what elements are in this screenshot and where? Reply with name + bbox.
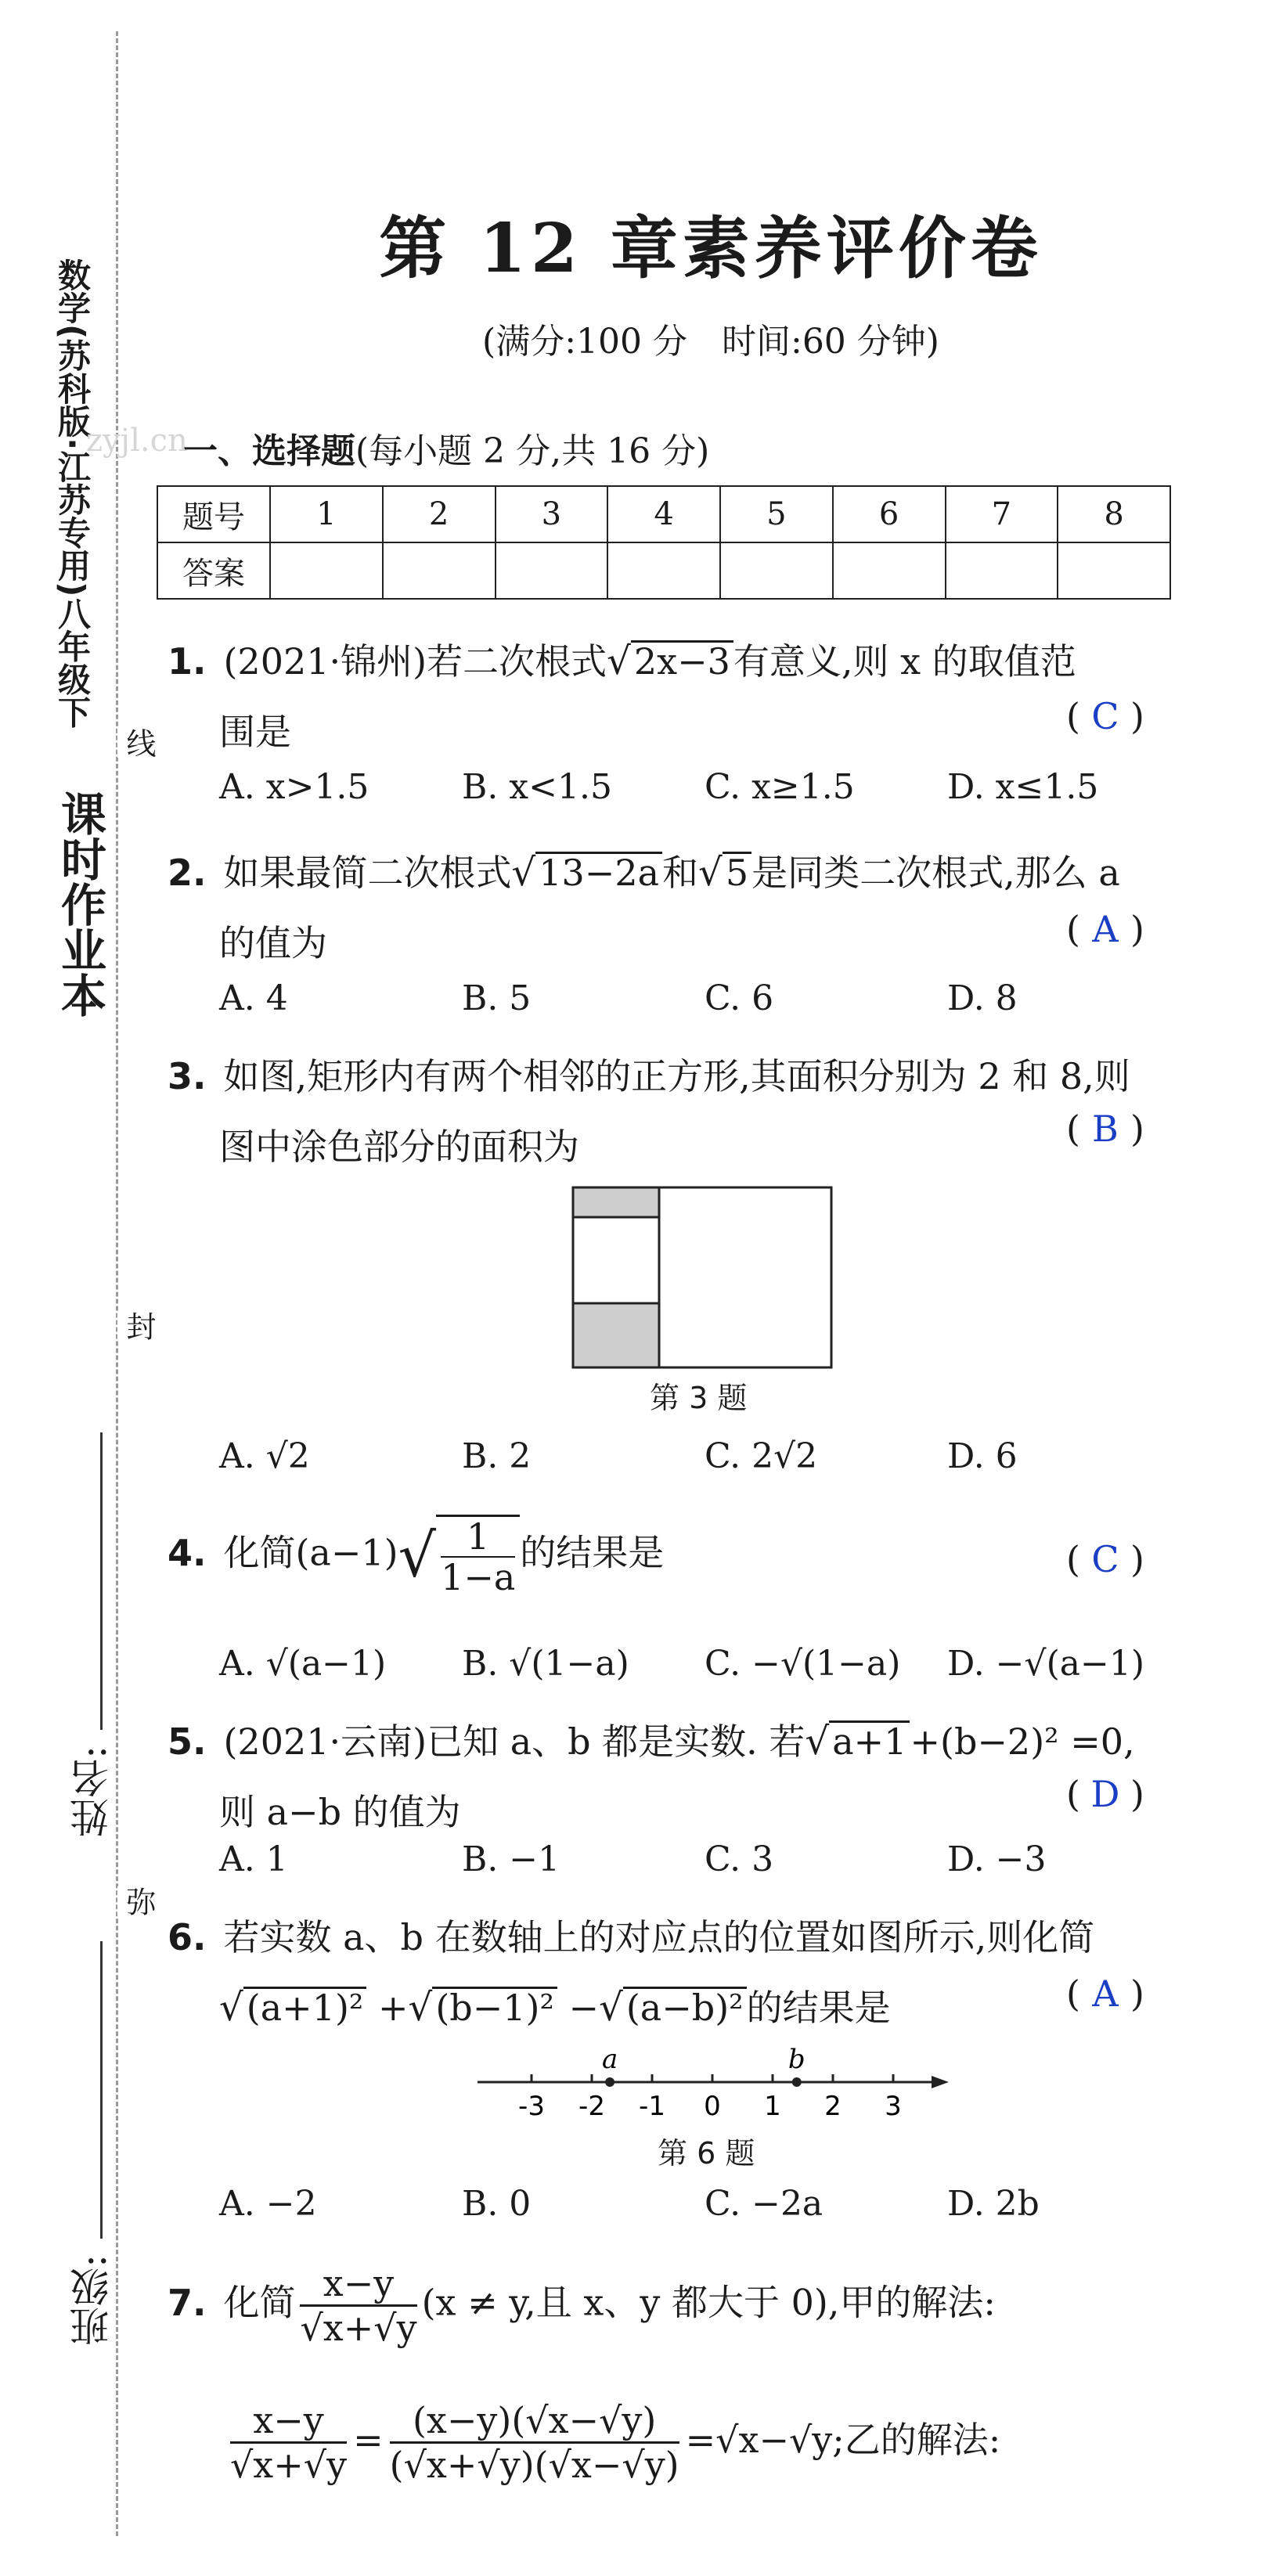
option-c[interactable]: C. −√(1−a) [705,1644,901,1684]
sqrt-icon: √ [408,1986,433,2030]
option-c[interactable]: C. 2√2 [705,1436,818,1476]
fraction-numerator: (x−y)(√x−√y) [390,2399,679,2444]
answer-value: A [1092,908,1119,950]
shaded-region-bottom [573,1303,659,1367]
radicand: a+1 [829,1720,910,1760]
table-cell: 7 [946,486,1058,542]
section-heading [183,423,709,473]
fraction [300,2262,416,2349]
sqrt-icon: √ [607,639,631,683]
question-2 [168,838,1120,978]
answer-cell[interactable] [607,542,720,599]
sqrt-icon: √ [805,1720,830,1764]
sqrt-icon: √ [511,851,536,895]
option-c[interactable]: C. x≥1.5 [705,767,855,807]
shaded-region-top [573,1187,659,1217]
option-b[interactable]: B. 2 [462,1436,532,1476]
option-b[interactable]: B. −1 [462,1839,560,1879]
option-a[interactable]: A. x>1.5 [219,767,369,807]
sqrt-icon: √ [398,1520,437,1591]
radicand: 2x−3 [631,640,733,680]
question-number: 6. [168,1916,207,1958]
fraction-denominator: √x+√y [230,2444,348,2486]
dashed-cut-line [116,31,118,2536]
fraction-numerator: x−y [300,2262,416,2307]
figure-caption: 第 6 题 [658,2136,755,2171]
answer-value: C [1091,1538,1119,1580]
number-line [470,2043,955,2129]
answer-bracket: ( D ) [1066,1773,1144,1815]
option-d[interactable]: D. 8 [947,978,1018,1018]
book-info: 数学(苏科版·江苏专用)八年级下 [53,258,92,729]
option-a[interactable]: A. 1 [219,1839,288,1879]
point-a-dot [605,2077,614,2087]
answer-bracket: ( A ) [1066,1973,1144,2015]
option-c[interactable]: C. 3 [705,1839,774,1879]
question-text: 若实数 a、b 在数轴上的对应点的位置如图所示,则化简 [223,1916,1095,1958]
question-text: +(b−2)² =0, [910,1720,1135,1763]
question-text: 化简 [223,2281,296,2324]
answer-cell[interactable] [270,542,383,599]
radicand: 13−2a [535,852,662,892]
question-text: 的值为 [219,922,327,964]
question-text: 图中涂色部分的面积为 [219,1126,579,1168]
tick-label: -1 [639,2091,665,2122]
answer-value: B [1092,1108,1119,1150]
answer-cell[interactable] [1058,542,1170,599]
book-brand-logo: 课时作业本 [53,791,106,1018]
answer-cell[interactable] [720,542,833,599]
fraction [390,2399,679,2486]
question-text: 则 a−b 的值为 [219,1791,461,1833]
tick-label: 0 [704,2091,721,2122]
question-text: 化简(a−1) [223,1531,398,1574]
table-cell: 6 [833,486,946,542]
question-text: 的结果是 [520,1531,665,1574]
question-text: 和 [662,852,699,894]
table-header-cell: 答案 [157,542,270,599]
answer-table [157,485,1171,600]
option-a[interactable]: A. √2 [219,1436,310,1476]
question-text: 如图,矩形内有两个相邻的正方形,其面积分别为 2 和 8,则 [223,1055,1130,1097]
option-d[interactable]: D. x≤1.5 [947,767,1099,807]
tick-label: -2 [578,2091,605,2122]
tick-label: -3 [518,2091,545,2122]
question-1 [168,626,1076,767]
answer-cell[interactable] [383,542,496,599]
figure-caption: 第 3 题 [650,1381,748,1415]
question-number: 1. [168,640,207,683]
section-label: 一、选择题 [183,431,355,471]
section-note: (每小题 2 分,共 16 分) [355,431,710,471]
name-label: 姓名: [70,1746,115,1837]
table-row [157,542,1170,599]
option-d[interactable]: D. 2b [947,2184,1040,2224]
tick-label: 2 [824,2091,842,2122]
option-d[interactable]: D. 6 [947,1436,1018,1476]
question-text: 围是 [219,711,291,753]
question-text: (x ≠ y,且 x、y 都大于 0),甲的解法: [421,2281,996,2324]
point-b-label: b [787,2044,805,2075]
answer-bracket: ( C ) [1066,1538,1144,1580]
table-row [157,486,1170,542]
option-b[interactable]: B. x<1.5 [462,767,612,807]
option-c[interactable]: C. 6 [705,978,774,1018]
question-text: 是同类二次根式,那么 a [751,852,1120,894]
option-a[interactable]: A. −2 [219,2184,317,2224]
tick-label: 3 [885,2091,902,2122]
axis-arrow-icon [932,2076,949,2088]
question-number: 5. [168,1720,207,1763]
sqrt-icon: √ [599,1986,623,2030]
question-text: 的结果是 [746,1987,891,2029]
question-text: (2021·云南)已知 a、b 都是实数. 若 [223,1720,805,1763]
fraction-denominator: √x+√y [300,2307,417,2349]
name-blank-line[interactable] [100,1432,103,1730]
option-d[interactable]: D. −3 [947,1839,1047,1879]
table-cell: 5 [720,486,833,542]
page-title: 第 12 章素养评价卷 [379,209,1043,288]
answer-cell[interactable] [946,542,1058,599]
fraction-numerator: x−y [230,2399,347,2444]
table-cell: 8 [1058,486,1170,542]
option-c[interactable]: C. −2a [705,2184,824,2224]
sqrt-icon: √ [219,1986,243,2030]
fraction [436,1515,520,1597]
radicand: (a−b)² [623,1987,747,2027]
cut-label-line: 线 [117,728,160,758]
small-square [573,1217,659,1303]
option-a[interactable]: A. √(a−1) [219,1644,387,1684]
radicand: (a+1)² [243,1987,367,2027]
question-7-equation [230,2399,1000,2486]
question-text: 有意义,则 x 的取值范 [733,640,1076,683]
fraction-numerator: 1 [441,1517,515,1558]
table-header-cell: 题号 [157,486,270,542]
question-5 [168,1706,1135,1847]
answer-cell[interactable] [496,542,608,599]
figure-rectangle-squares [571,1186,834,1371]
option-a[interactable]: A. 4 [219,978,288,1018]
table-cell: 4 [607,486,720,542]
question-text: =√x−√y;乙的解法: [685,2418,1001,2461]
answer-value: C [1091,695,1119,737]
answer-bracket: ( C ) [1066,695,1144,737]
answer-bracket: ( B ) [1066,1108,1144,1150]
cut-label-seal: 封 [117,1311,160,1341]
point-a-label: a [601,2044,618,2075]
option-b[interactable]: B. 5 [462,978,532,1018]
binding-sidebar [0,0,188,2576]
cut-label-close: 弥 [117,1886,160,1916]
fraction-denominator: 1−a [441,1556,516,1598]
page-subtitle: (满分:100 分 时间:60 分钟) [482,322,939,362]
question-number: 2. [168,852,207,894]
question-number: 3. [168,1055,207,1097]
large-square [659,1187,831,1367]
question-number: 7. [168,2281,207,2324]
option-d[interactable]: D. −√(a−1) [947,1644,1145,1684]
tick-label: 1 [764,2091,781,2122]
fraction [230,2399,347,2486]
question-6: 6. 若实数 a、b 在数轴上的对应点的位置如图所示,则化简 √(a+1)² +√(b−1)² −√(a−b)²的结果是 [168,1916,1095,2030]
question-number: 4. [168,1531,207,1574]
fraction-denominator: (√x+√y)(√x−√y) [389,2444,679,2486]
question-text: (2021·锦州)若二次根式 [223,640,607,683]
table-cell: 2 [383,486,496,542]
answer-value: A [1092,1973,1119,2015]
table-cell: 3 [496,486,608,542]
sqrt-icon: √ [698,851,723,895]
class-blank-line[interactable] [100,1941,103,2239]
page-content [157,0,1265,2576]
option-b[interactable]: B. √(1−a) [462,1644,629,1684]
equals-sign: = [353,2418,384,2461]
radicand: (b−1)² [432,1987,557,2027]
question-3 [168,1041,1130,1182]
radicand: 5 [723,852,751,892]
option-b[interactable]: B. 0 [462,2184,532,2224]
point-b-dot [792,2077,802,2087]
answer-value: D [1090,1773,1120,1815]
table-cell: 1 [270,486,383,542]
class-label: 班级: [70,2254,115,2346]
answer-cell[interactable] [833,542,946,599]
watermark: zyjl.cn [86,423,188,459]
question-text: 如果最简二次根式 [223,852,512,894]
answer-bracket: ( A ) [1066,908,1144,950]
question-7 [168,2262,996,2349]
question-4 [168,1515,664,1597]
